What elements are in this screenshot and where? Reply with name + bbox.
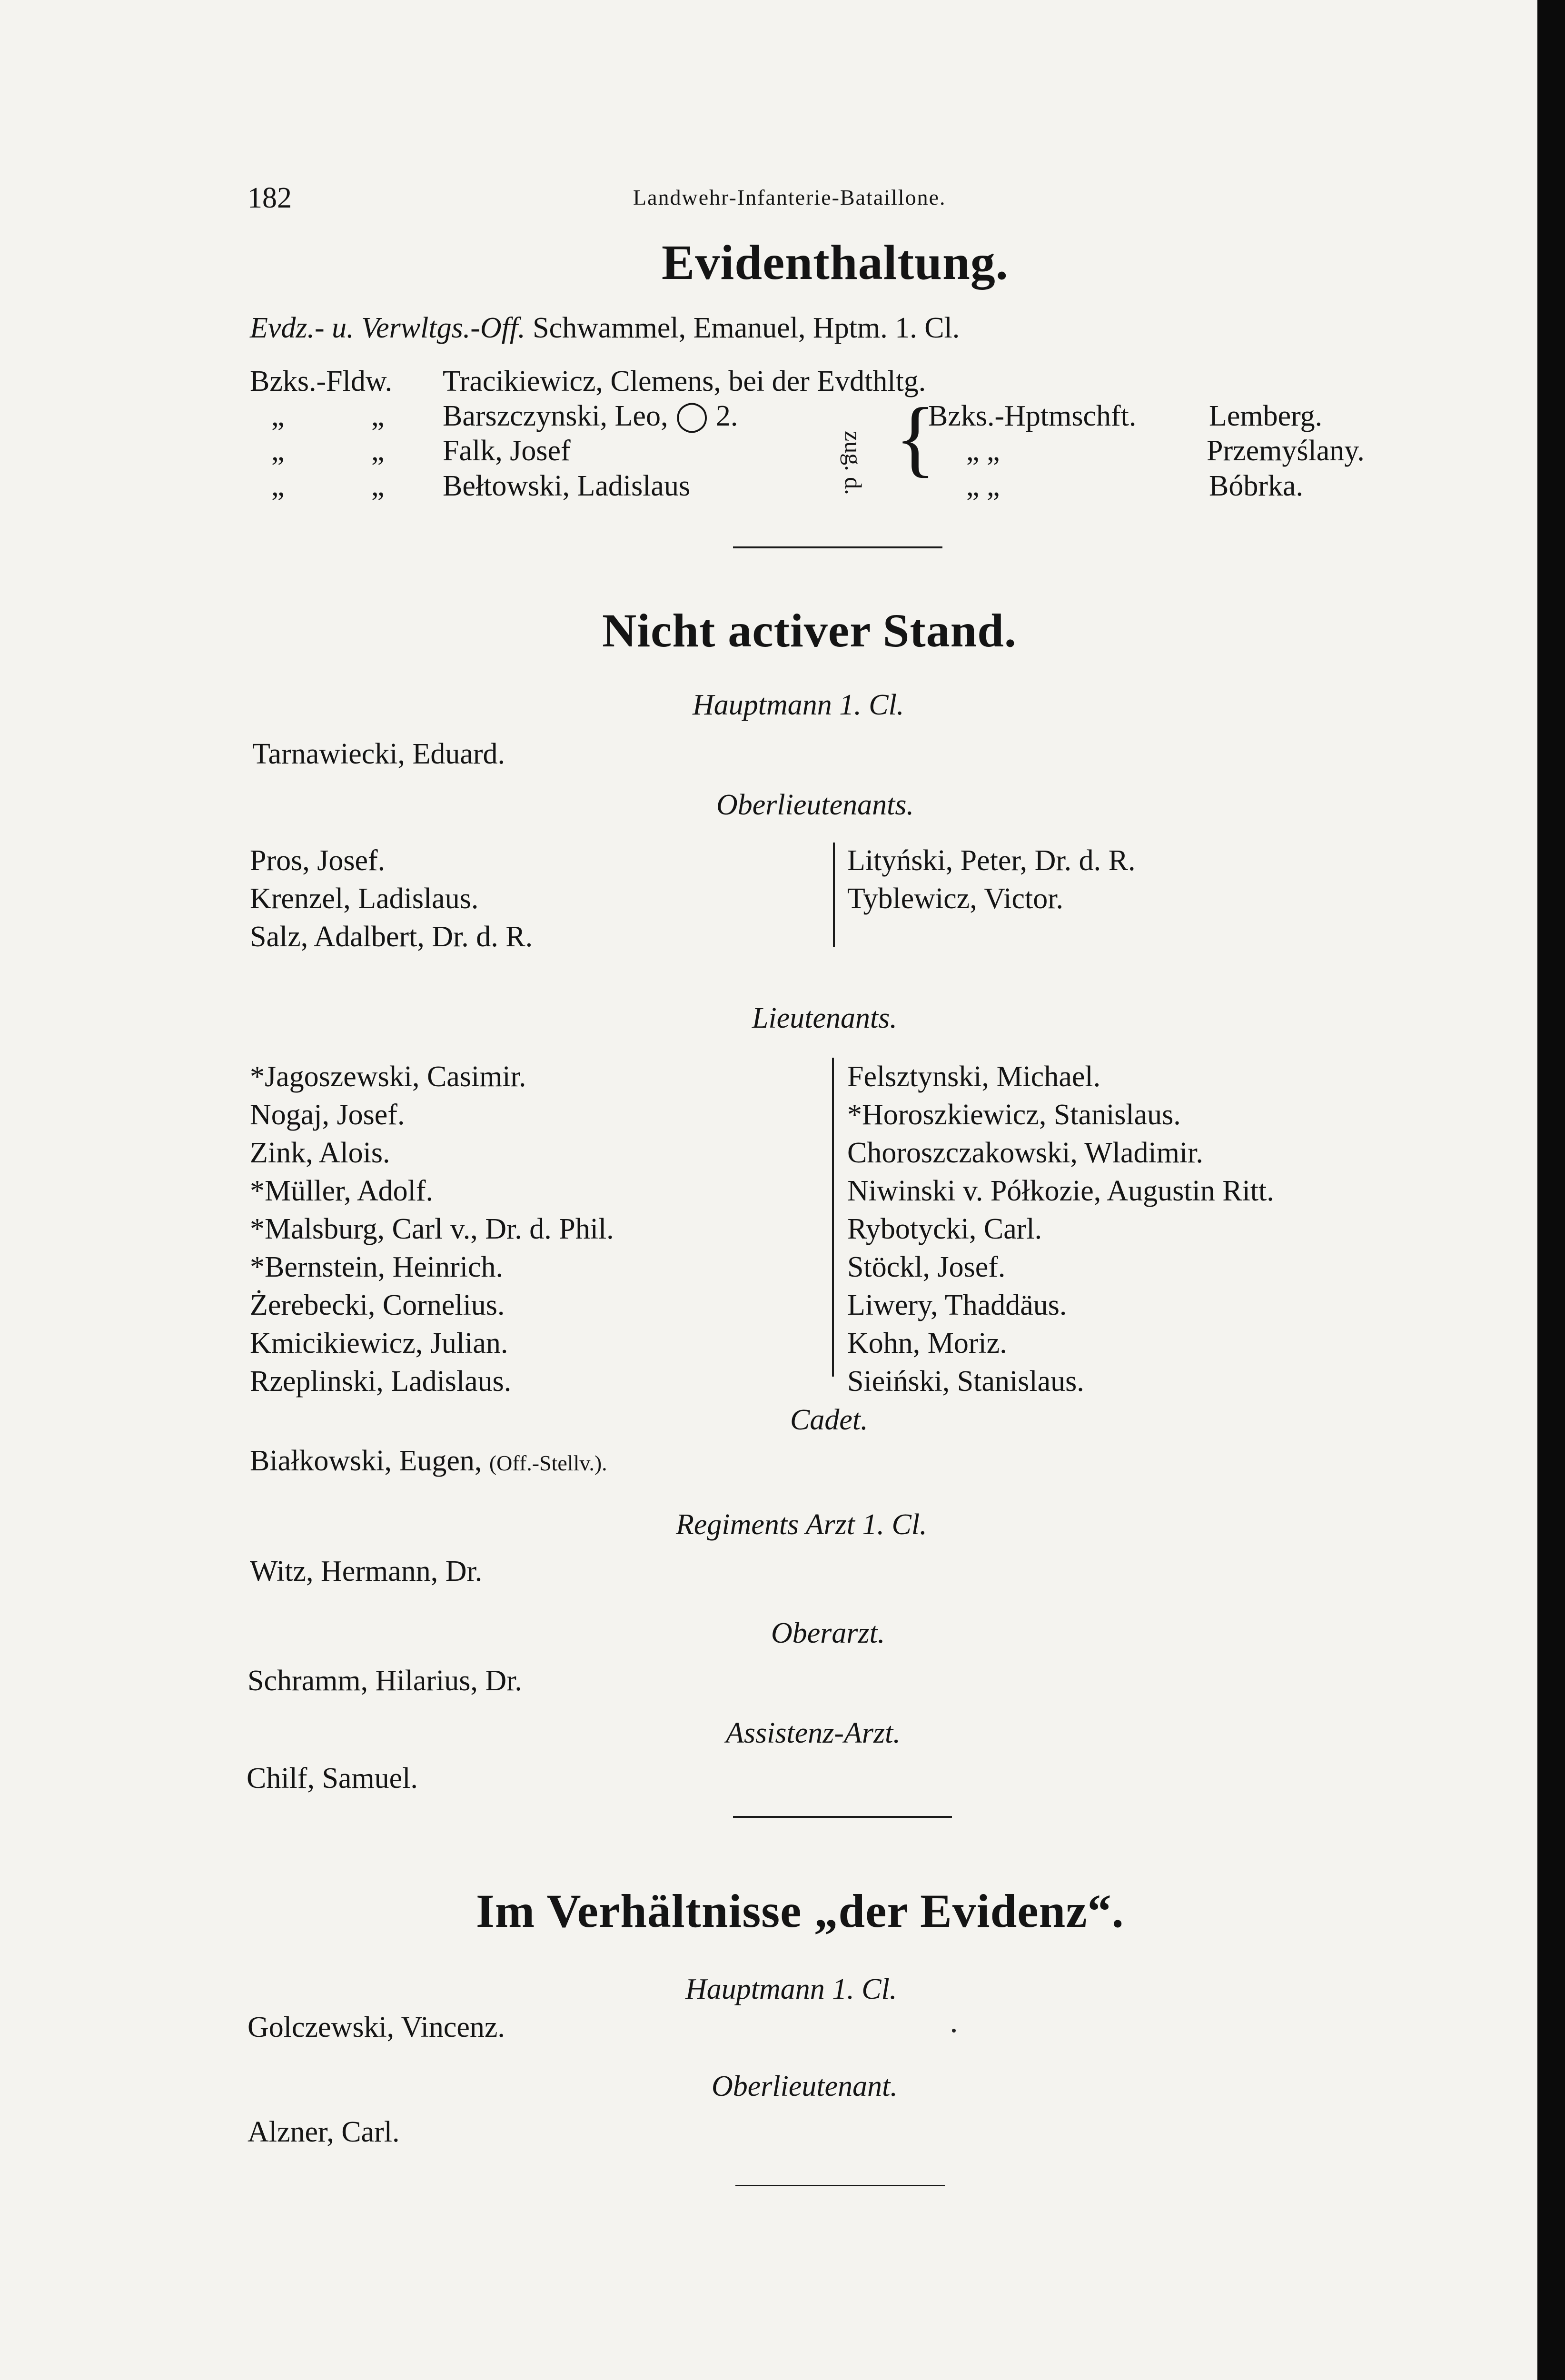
ditto-mark: „ xyxy=(271,435,285,467)
section-divider xyxy=(733,546,942,548)
list-item: *Müller, Adolf. xyxy=(250,1175,433,1207)
rank-heading: Hauptmann 1. Cl. xyxy=(685,1973,897,2005)
ditto-mark: „ xyxy=(271,400,285,432)
assign-post: Bzks.-Hptmschft. xyxy=(928,400,1137,432)
officer-line xyxy=(250,313,960,343)
ditto-mark: „ xyxy=(371,400,385,432)
ditto-mark: „ xyxy=(371,435,385,467)
assign-post: „ „ xyxy=(966,470,1000,502)
cadet-entry xyxy=(250,1446,607,1476)
rank-heading: Oberlieutenants. xyxy=(716,789,914,821)
list-item: *Jagoszewski, Casimir. xyxy=(250,1061,526,1093)
evd-row-name: Falk, Josef xyxy=(443,435,571,467)
list-item: Pros, Josef. xyxy=(250,844,386,877)
section-title-evidenz: Im Verhältnisse „der Evidenz“. xyxy=(476,1884,1124,1937)
officer-name: Schwammel, Emanuel, Hptm. 1. Cl. xyxy=(533,312,960,344)
section-divider xyxy=(733,1816,952,1818)
list-item: Sieiński, Stanislaus. xyxy=(847,1365,1084,1398)
list-item: Liwery, Thaddäus. xyxy=(847,1289,1067,1321)
name-entry: Schramm, Hilarius, Dr. xyxy=(248,1665,522,1697)
name-entry: Tarnawiecki, Eduard. xyxy=(252,738,505,770)
cadet-name: Białkowski, Eugen, xyxy=(250,1445,482,1477)
evd-row-name: Barszczynski, Leo, ◯ 2. xyxy=(443,400,738,432)
assign-place: Lemberg. xyxy=(1209,400,1323,432)
officer-prefix: Evdz.- u. Verwltgs.-Off. xyxy=(250,312,525,344)
rank-heading: Hauptmann 1. Cl. xyxy=(693,689,904,721)
column-divider xyxy=(833,843,835,947)
list-item: Zink, Alois. xyxy=(250,1137,390,1169)
name-entry: Witz, Hermann, Dr. xyxy=(250,1555,483,1587)
list-item: Felsztynski, Michael. xyxy=(847,1061,1101,1093)
assign-post: „ „ xyxy=(966,435,1000,467)
list-item: Żerebecki, Cornelius. xyxy=(250,1289,505,1321)
list-item: Salz, Adalbert, Dr. d. R. xyxy=(250,921,533,953)
rank-heading: Assistenz-Arzt. xyxy=(726,1717,901,1749)
name-entry: Alzner, Carl. xyxy=(248,2116,400,2148)
rank-heading: Regiments Arzt 1. Cl. xyxy=(676,1508,927,1541)
column-divider xyxy=(832,1058,834,1377)
oberlt-right-list xyxy=(847,842,1135,918)
oberlt-left-list xyxy=(250,842,533,956)
assign-place: Bóbrka. xyxy=(1209,470,1304,502)
ink-dot xyxy=(952,2029,956,2033)
section-title-nicht-activer: Nicht activer Stand. xyxy=(602,604,1017,657)
list-item: Lityński, Peter, Dr. d. R. xyxy=(847,844,1136,877)
list-item: *Malsburg, Carl v., Dr. d. Phil. xyxy=(250,1213,614,1245)
list-item: Rybotycki, Carl. xyxy=(847,1213,1042,1245)
page-number: 182 xyxy=(248,182,292,214)
list-item: Tyblewicz, Victor. xyxy=(847,883,1063,915)
rank-heading: Oberlieutenant. xyxy=(712,2070,898,2102)
lt-right-list xyxy=(847,1058,1274,1400)
list-item: Niwinski v. Półkozie, Augustin Ritt. xyxy=(847,1175,1274,1207)
ditto-mark: „ xyxy=(271,470,285,502)
assign-place: Przemyślany. xyxy=(1207,435,1365,467)
list-item: Kmicikiewicz, Julian. xyxy=(250,1327,508,1359)
running-title: Landwehr-Infanterie-Bataillone. xyxy=(633,185,946,209)
evd-row-name: Bełtowski, Ladislaus xyxy=(443,470,691,502)
rank-heading: Cadet. xyxy=(790,1404,868,1436)
name-entry: Golczewski, Vincenz. xyxy=(248,2011,505,2043)
list-item: Choroszczakowski, Wladimir. xyxy=(847,1137,1203,1169)
list-item: Rzeplinski, Ladislaus. xyxy=(250,1365,512,1398)
list-item: Kohn, Moriz. xyxy=(847,1327,1007,1359)
evd-row-rank1: Bzks.-Fldw. xyxy=(250,365,393,397)
list-item: Stöckl, Josef. xyxy=(847,1251,1006,1283)
ditto-mark: „ xyxy=(371,470,385,502)
list-item: *Bernstein, Heinrich. xyxy=(250,1251,504,1283)
list-item: Krenzel, Ladislaus. xyxy=(250,883,479,915)
name-entry: Chilf, Samuel. xyxy=(247,1762,418,1795)
section-title-evidenthaltung: Evidenthaltung. xyxy=(662,235,1009,290)
cadet-note: (Off.-Stellv.). xyxy=(489,1451,607,1475)
evd-row-name: Tracikiewicz, Clemens, bei der Evdthltg. xyxy=(443,365,926,397)
zug-label: zug. d. xyxy=(840,431,867,495)
list-item: *Horoszkiewicz, Stanislaus. xyxy=(847,1099,1181,1131)
rank-heading: Oberarzt. xyxy=(771,1617,885,1649)
list-item: Nogaj, Josef. xyxy=(250,1099,405,1131)
rank-heading: Lieutenants. xyxy=(752,1002,897,1034)
lt-left-list xyxy=(250,1058,614,1400)
section-divider xyxy=(735,2185,945,2186)
brace-glyph: { xyxy=(895,390,936,485)
